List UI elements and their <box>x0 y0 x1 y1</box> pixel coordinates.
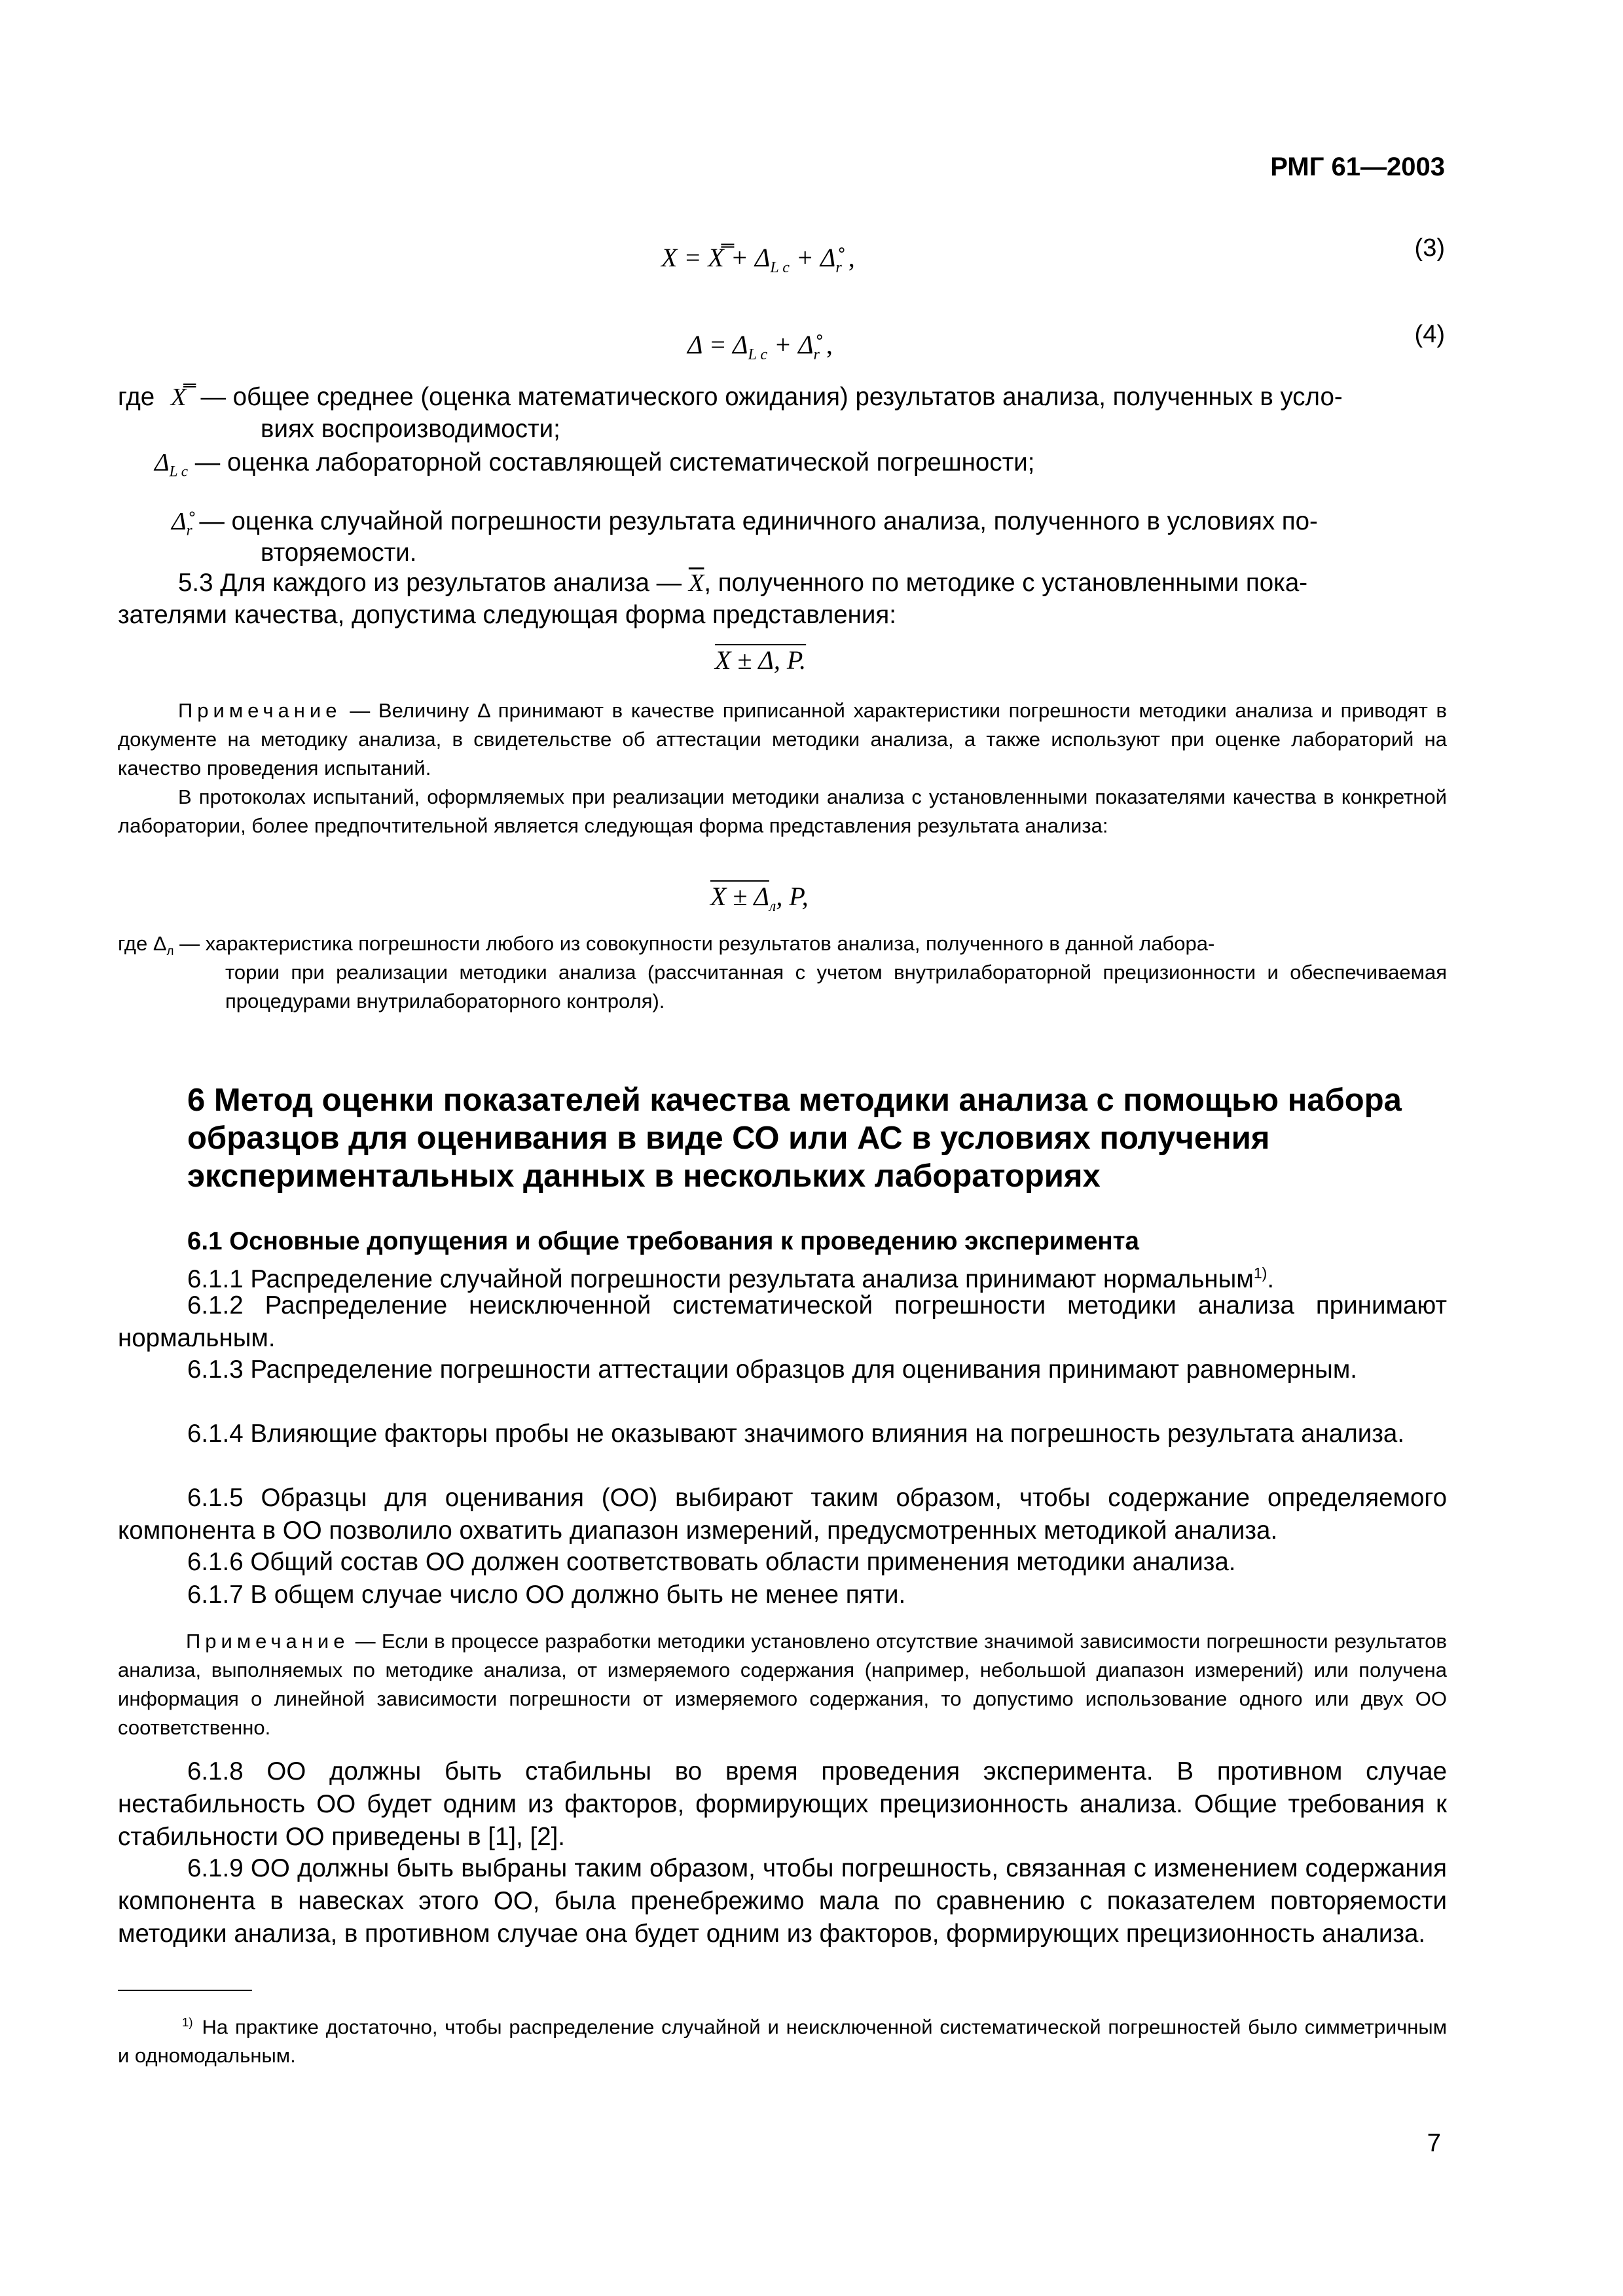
note-1-para2 <box>118 783 1447 840</box>
where-label: где <box>118 383 155 411</box>
formula-result <box>715 645 806 675</box>
note-2 <box>118 1627 1447 1742</box>
paragraph-6-1-1-end: . <box>1267 1265 1275 1293</box>
note-1 <box>118 696 1447 783</box>
footnote-rule <box>118 1990 252 1991</box>
formula-3-sub-r: r <box>835 259 842 276</box>
xbar-symbol: $\overline{X}$ <box>688 569 704 597</box>
paragraph-5-3-start: 5.3 Для каждого из результатов анализа — <box>178 569 682 597</box>
where-delta-sub: л <box>166 944 174 958</box>
footnote-mark: 1) <box>182 2015 193 2029</box>
formula-4-main: Δ = Δ <box>687 330 748 359</box>
note-text: — Величину Δ принимают в качестве приписанной характеристики погрешности методики анализа и приводят в документе на методику анализа, в свидетельстве об аттестации методики анализа, а также используют при оценке лабораторий на качество проведения испытаний. <box>118 699 1447 780</box>
paragraph-6-1-8: 6.1.8 ОО должны быть стабильны во время проведения эксперимента. В противном случае нестабильность ОО будет одним из факторов, формирующих прецизионность анализа. Общие требования к стабильности ОО приведены в [1], [2]. <box>118 1757 1447 1851</box>
formula-lab-main: X ± Δ <box>710 882 769 911</box>
formula-3-plus: + Δ̊ <box>789 243 836 272</box>
equation-number-3: (3) <box>1414 234 1445 262</box>
formula-4-sub-lc: L c <box>748 346 768 363</box>
document-id: РМГ 61—2003 <box>1270 152 1445 181</box>
paragraph-5-3-line2: зателями качества, допустима следующая форма представления: <box>118 601 896 629</box>
definition-symbol: X̿ <box>170 384 187 411</box>
definition-text: — оценка лабораторной составляющей систематической погрешности; <box>194 448 1035 476</box>
page-number: 7 <box>1427 2129 1441 2157</box>
formula-lab-sub: л <box>769 898 776 915</box>
definition-xbarbar-cont: виях воспроизводимости; <box>261 415 560 443</box>
definition-symbol-sub: r <box>186 521 192 539</box>
paragraph-5-3 <box>178 567 1445 600</box>
paragraph-6-1-5: 6.1.5 Образцы для оценивания (ОО) выбирают таким образом, чтобы содержание определяемого компонента в ОО позволило охватить диапазон измерений, предусмотренных методикой анализа. <box>118 1484 1447 1545</box>
definition-text: — оценка случайной погрешности результата единичного анализа, полученного в условиях по- <box>199 507 1318 535</box>
formula-4 <box>687 329 833 364</box>
formula-lab-tail: , P, <box>776 882 809 911</box>
note-label: Примечание <box>178 699 342 722</box>
note-label: Примечание <box>186 1630 350 1653</box>
note-para2-text: В протоколах испытаний, оформляемых при реализации методики анализа с установленными показателями качества в конкретной лаборатории, более предпочтительной является следующая форма представления результата анализа: <box>118 785 1447 837</box>
paragraph-6-1-7: 6.1.7 В общем случае число ОО должно быть не менее пяти. <box>187 1581 906 1609</box>
footnote-ref: 1) <box>1253 1265 1267 1282</box>
formula-result-text: X ± Δ, P. <box>715 645 807 675</box>
definition-delta-lc <box>155 446 1444 488</box>
definition-symbol-sub: L c <box>169 462 189 480</box>
paragraph-6-1-1-text: 6.1.1 Распределение случайной погрешности результата анализа принимают нормальным <box>187 1265 1254 1293</box>
subsection-6-1-heading: 6.1 Основные допущения и общие требования к проведению эксперимента <box>187 1227 1139 1255</box>
formula-3-tail: , <box>841 243 855 272</box>
formula-lab-result <box>710 881 809 916</box>
formula-3-sub-lc: L c <box>770 259 790 276</box>
formula-3-main: X = X̿ + Δ <box>661 243 771 272</box>
paragraph-6-1-4: 6.1.4 Влияющие факторы пробы не оказывают значимого влияния на погрешность результата анализа. <box>187 1420 1405 1448</box>
section-6-heading: 6 Метод оценки показателей качества методики анализа с помощью набора образцов для оценивания в виде СО или АС в условиях получения экспериментальных данных в нескольких лабораториях <box>187 1083 1402 1194</box>
note-def-text: — характеристика погрешности любого из совокупности результатов анализа, полученного в данной лабора- <box>179 932 1215 955</box>
definition-xbarbar <box>118 381 1447 414</box>
note-text: — Если в процессе разработки методики установлено отсутствие значимой зависимости погрешности результатов анализа, выполняемых по методике анализа, от измеряемого содержания (например, небольшой диапазон измерений) или получена информация о линейной зависимости погрешности от измеряемого содержания, то допустимо использование одного или двух ОО соответственно. <box>118 1630 1447 1739</box>
note-1-definition-cont: тории при реализации методики анализа (рассчитанная с учетом внутрилабораторной прецизионности и обеспечиваемая процедурами внутрилабораторного контроля). <box>225 961 1447 1013</box>
footnote <box>118 2008 1447 2070</box>
definition-delta-r-cont: вторяемости. <box>261 539 417 567</box>
where-delta-label: где Δ <box>118 932 167 955</box>
paragraph-6-1-2: 6.1.2 Распределение неисключенной систематической погрешности методики анализа принимают нормальным. <box>118 1291 1447 1352</box>
formula-3 <box>661 242 855 277</box>
definition-symbol: Δ <box>155 449 170 476</box>
paragraph-5-3-end: , полученного по методике с установленными пока- <box>704 569 1308 597</box>
paragraph-6-1-9: 6.1.9 ОО должны быть выбраны таким образом, чтобы погрешность, связанная с изменением содержания компонента в навесках этого ОО, была пренебрежимо мала по сравнению с показателем повторяемости методики анализа, в противном случае она будет одним из факторов, формирующих прецизионность анализа. <box>118 1854 1447 1948</box>
paragraph-6-1-6: 6.1.6 Общий состав ОО должен соответствовать области применения методики анализа. <box>187 1548 1236 1576</box>
definition-text: — общее среднее (оценка математического ожидания) результатов анализа, полученных в усло- <box>200 383 1343 411</box>
formula-4-tail: , <box>819 330 833 359</box>
equation-number-4: (4) <box>1414 321 1445 348</box>
paragraph-6-1-3: 6.1.3 Распределение погрешности аттестации образцов для оценивания принимают равномерным. <box>187 1355 1357 1384</box>
footnote-text: На практике достаточно, чтобы распределение случайной и неисключенной систематической погрешностей было симметричным и одномодальным. <box>118 2015 1447 2068</box>
definition-symbol: Δ̊ <box>172 508 187 535</box>
formula-4-plus: + Δ̊ <box>767 330 814 359</box>
formula-4-sub-r: r <box>813 346 820 363</box>
